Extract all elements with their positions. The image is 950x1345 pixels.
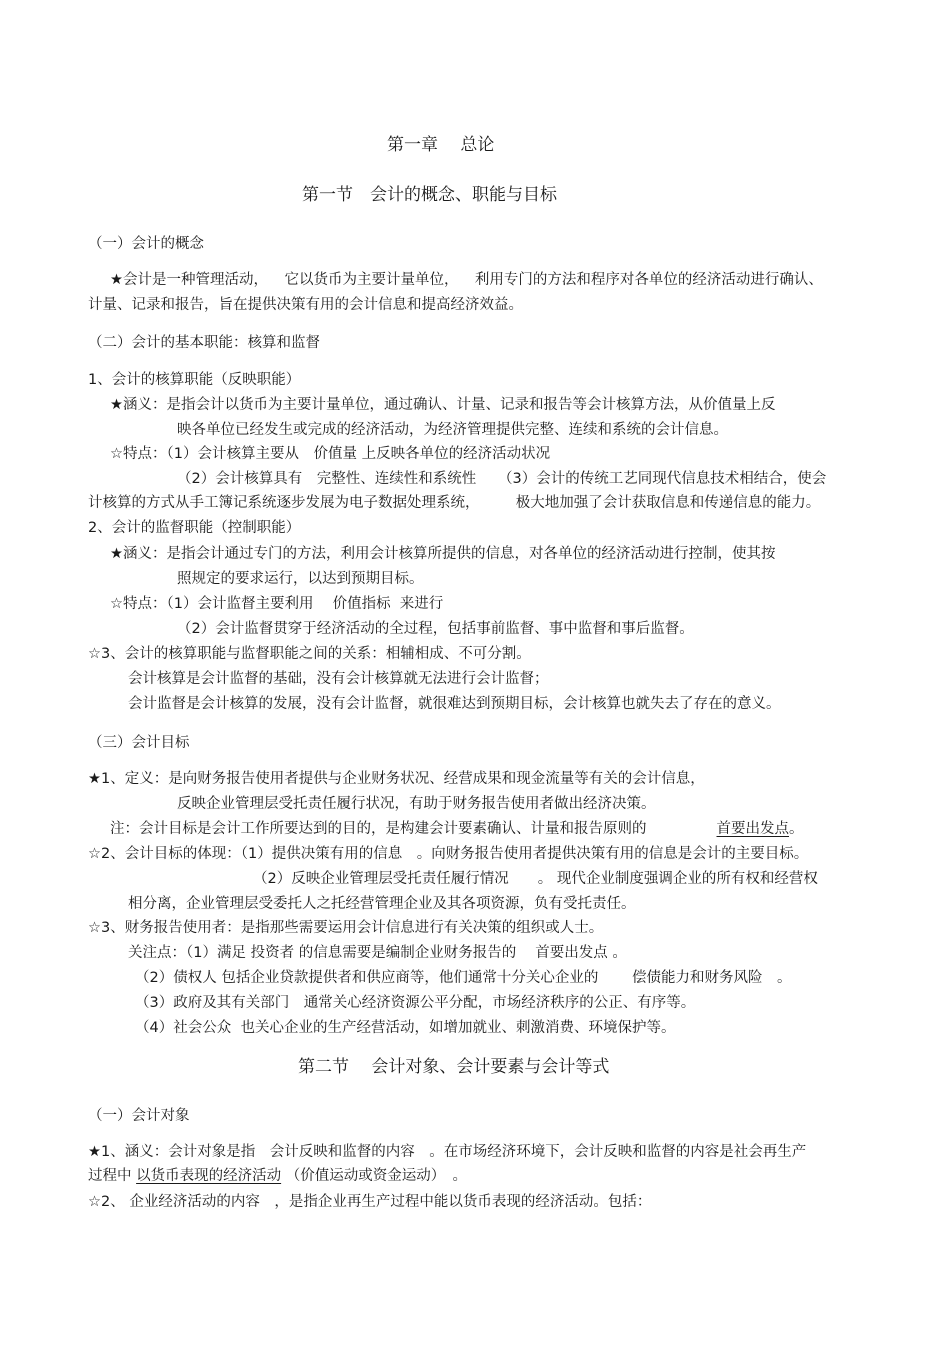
- goal-embodiment-line-2: （2）反映企业管理层受托责任履行情况 。 现代企业制度强调企业的所有权和经营权: [253, 871, 818, 887]
- accounting-feature-line-2: （2）会计核算具有 完整性、连续性和系统性 （3）会计的传统工艺同现代信息技术相结合，使会: [177, 471, 827, 487]
- report-users-line-1: 关注点：（1）满足 投资者 的信息需要是编制企业财务报告的 首要出发点 。: [128, 945, 627, 961]
- heading-basic-functions: （二）会计的基本职能：核算和监督: [88, 335, 320, 351]
- object-line-2: [88, 1166, 467, 1186]
- activity-line-1: ☆2、 企业经济活动的内容 ，是指企业再生产过程中能以货币表现的经济活动。包括：: [88, 1194, 652, 1210]
- accounting-feature-line-3: 计核算的方式从手工簿记系统逐步发展为电子数据处理系统， 极大地加强了会计获取信息和传递信息的能力。: [88, 495, 821, 511]
- object-line-1: ★1、涵义：会计对象是指 会计反映和监督的内容 。在市场经济环境下，会计反映和监督的内容是社会再生产: [88, 1144, 807, 1160]
- goal-note-text: 注：会计目标是会计工作所要达到的目的，是构建会计要素确认、计量和报告原则的: [110, 821, 647, 837]
- object-line-2-end: （价值运动或资金运动） 。: [281, 1168, 467, 1184]
- supervision-feature-line-2: （2）会计监督贯穿于经济活动的全过程，包括事前监督、事中监督和事后监督。: [177, 621, 694, 637]
- supervision-feature-line-1: ☆特点：（1）会计监督主要利用 价值指标 来进行: [110, 596, 444, 612]
- object-line-2-underlined: 以货币表现的经济活动: [136, 1168, 282, 1184]
- concept-line-2: 计量、记录和报告，旨在提供决策有用的会计信息和提高经济效益。: [88, 297, 523, 313]
- section-2-title: 第二节 会计对象、会计要素与会计等式: [298, 1057, 610, 1077]
- concept-line-1: ★会计是一种管理活动， 它以货币为主要计量单位， 利用专门的方法和程序对各单位的经济活动进行确认、: [110, 272, 823, 288]
- heading-accounting-goal: （三）会计目标: [88, 735, 190, 751]
- section-1-title: 第一节 会计的概念、职能与目标: [302, 185, 557, 205]
- supervision-definition-line-2: 照规定的要求运行，以达到预期目标。: [177, 571, 424, 587]
- accounting-definition-line-1: ★涵义：是指会计以货币为主要计量单位，通过确认、计量、记录和报告等会计核算方法，从价值量上反: [110, 397, 776, 413]
- report-users-line-2: （2）债权人 包括企业贷款提供者和供应商等，他们通常十分关心企业的 偿债能力和财务风险 。: [135, 970, 792, 986]
- chapter-title: 第一章 总论: [387, 135, 495, 155]
- relation-title: ☆3、会计的核算职能与监督职能之间的关系：相辅相成、不可分割。: [88, 646, 531, 662]
- report-users-line-4: （4）社会公众 也关心企业的生产经营活动，如增加就业、刺激消费、环境保护等。: [135, 1020, 676, 1036]
- supervision-definition-line-1: ★涵义：是指会计通过专门的方法，利用会计核算所提供的信息，对各单位的经济活动进行控制，使其按: [110, 546, 776, 562]
- accounting-feature-line-1: ☆特点：（1）会计核算主要从 价值量 上反映各单位的经济活动状况: [110, 446, 551, 462]
- goal-definition-line-1: ★1、定义：是向财务报告使用者提供与企业财务状况、经营成果和现金流量等有关的会计信息，: [88, 771, 705, 787]
- supervision-function-title: 2、会计的监督职能（控制职能）: [88, 520, 301, 536]
- goal-note-end: 。: [789, 821, 804, 837]
- relation-line-2: 会计监督是会计核算的发展，没有会计监督，就很难达到预期目标，会计核算也就失去了存在的意义。: [128, 696, 781, 712]
- heading-accounting-concept: （一）会计的概念: [88, 236, 204, 252]
- relation-line-1: 会计核算是会计监督的基础，没有会计核算就无法进行会计监督；: [128, 671, 549, 687]
- report-users-line-3: （3）政府及其有关部门 通常关心经济资源公平分配，市场经济秩序的公正、有序等。: [135, 995, 696, 1011]
- goal-note: [110, 819, 804, 839]
- goal-definition-line-2: 反映企业管理层受托责任履行状况，有助于财务报告使用者做出经济决策。: [177, 796, 656, 812]
- goal-embodiment-line-3: 相分离，企业管理层受委托人之托经营管理企业及其各项资源，负有受托责任。: [128, 896, 636, 912]
- goal-embodiment-line-1: ☆2、会计目标的体现：（1）提供决策有用的信息 。向财务报告使用者提供决策有用的信息是会计的主要目标。: [88, 846, 809, 862]
- heading-accounting-object: （一）会计对象: [88, 1108, 190, 1124]
- accounting-function-title: 1、会计的核算职能（反映职能）: [88, 372, 301, 388]
- accounting-definition-line-2: 映各单位已经发生或完成的经济活动，为经济管理提供完整、连续和系统的会计信息。: [177, 422, 728, 438]
- report-users-title: ☆3、财务报告使用者：是指那些需要运用会计信息进行有关决策的组织或人士。: [88, 920, 604, 936]
- goal-note-underlined: 首要出发点: [716, 821, 789, 837]
- object-line-2-text: 过程中: [88, 1168, 137, 1184]
